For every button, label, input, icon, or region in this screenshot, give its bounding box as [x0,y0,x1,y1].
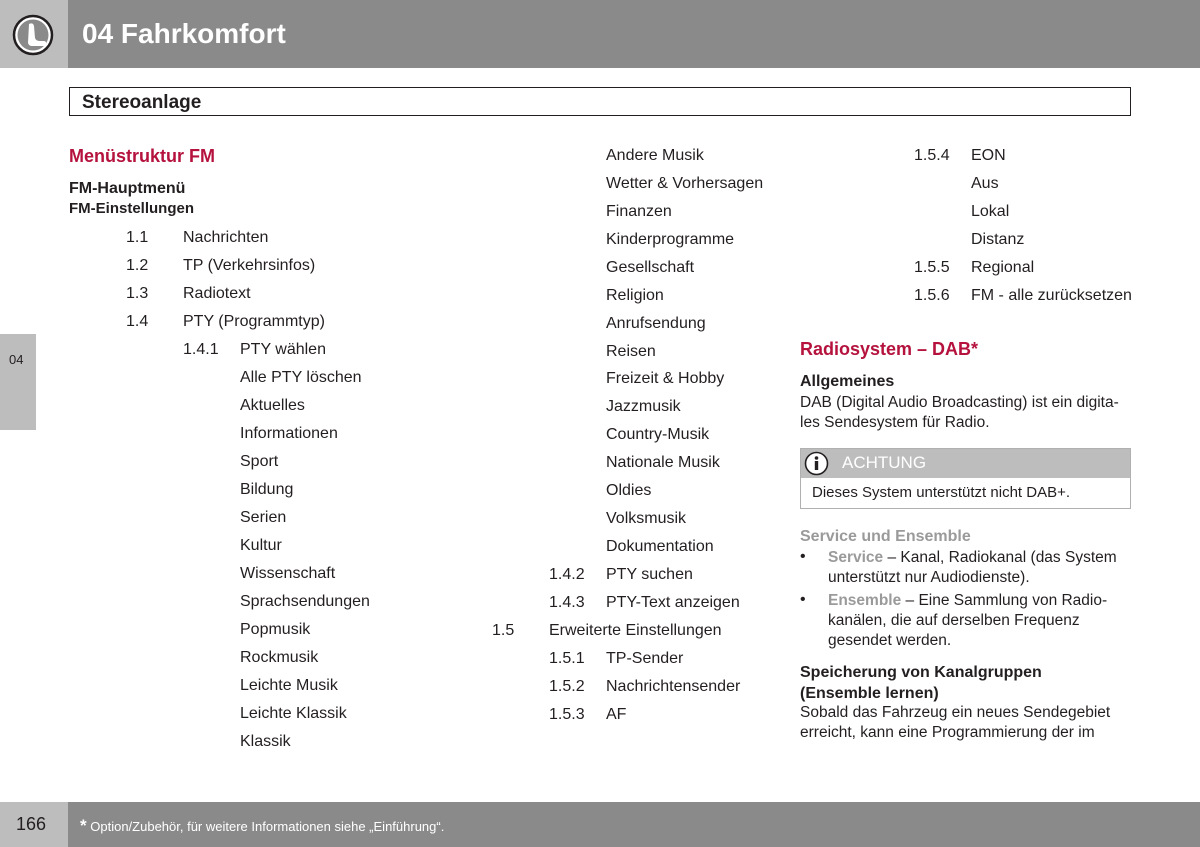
general-heading: Allgemeines [800,373,895,390]
pty-item: Wetter & Vorhersagen [606,175,764,192]
page-number: 166 [16,814,47,834]
pty-item: Andere Musik [606,147,704,164]
heading-line: (Ensemble lernen) [800,685,939,702]
pty-item: Alle PTY löschen [240,369,362,386]
text-line: kanälen, die auf derselben Frequenz [828,612,1080,629]
footnote-star: * [80,816,87,835]
pty-item: Informationen [240,425,338,442]
fm-menu-heading: Menüstruktur FM [69,146,215,166]
menu-label: Nachrichtensender [606,678,741,695]
chapter-title: 04 Fahrkomfort [82,18,286,49]
menu-number: 1.5.2 [549,678,585,695]
menu-number: 1.5.3 [549,706,585,723]
text-line: Sobald das Fahrzeug ein neues Sendegebiet [800,704,1111,721]
ensemble-bullet [828,591,1107,651]
pty-item: Reisen [606,343,656,360]
menu-number: 1.2 [126,257,149,274]
pty-item: Bildung [240,481,294,498]
pty-item: Oldies [606,482,652,499]
text-line: gesendet werden. [828,632,952,649]
menu-label: Erweiterte Einstellungen [549,622,722,639]
text-line: DAB (Digital Audio Broadcasting) ist ein digita- [800,394,1119,411]
ensemble-term: Ensemble [828,592,902,609]
eon-option: Aus [971,175,999,192]
pty-item: Dokumentation [606,538,714,555]
text-line: – Eine Sammlung von Radio- [905,592,1108,609]
pty-item: Religion [606,287,664,304]
info-icon [804,451,829,476]
warning-text: Dieses System unterstützt nicht DAB+. [812,484,1071,501]
warning-label: ACHTUNG [842,453,927,472]
fm-settings-heading: FM-Einstellungen [69,200,194,217]
pty-item: Kinderprogramme [606,231,735,248]
pty-item: Finanzen [606,203,672,220]
pty-item: Freizeit & Hobby [606,370,725,387]
menu-number: 1.4 [126,313,149,330]
menu-label: AF [606,706,627,723]
menu-number: 1.5 [492,622,515,639]
text-line: les Sendesystem für Radio. [800,414,990,431]
seat-icon [12,14,54,56]
warning-box [800,448,1131,509]
pty-item: Gesellschaft [606,259,695,276]
text-line: erreicht, kann eine Programmierung der im [800,724,1095,741]
pty-item: Popmusik [240,621,311,638]
menu-number: 1.5.4 [914,147,950,164]
menu-label: PTY suchen [606,566,693,583]
pty-item: Wissenschaft [240,565,336,582]
pty-item: Kultur [240,537,282,554]
menu-number: 1.4.2 [549,566,585,583]
pty-item: Sport [240,453,279,470]
menu-label: EON [971,147,1006,164]
bullet-icon: • [800,548,806,565]
menu-number: 1.3 [126,285,149,302]
pty-item: Volksmusik [606,510,687,527]
eon-option: Lokal [971,203,1010,220]
pty-item: Anrufsendung [606,315,706,332]
service-ensemble-heading: Service und Ensemble [800,528,971,545]
menu-label: TP (Verkehrsinfos) [183,257,316,274]
warning-header [801,449,1130,478]
menu-label: PTY-Text anzeigen [606,594,740,611]
chapter-tab-label: 04 [9,352,24,367]
fm-main-menu-heading: FM-Hauptmenü [69,180,186,197]
pty-item: Rockmusik [240,649,319,666]
bullet-icon: • [800,591,806,608]
menu-number: 1.4.1 [183,341,219,358]
footnote [80,816,444,836]
pty-item: Leichte Musik [240,677,338,694]
text-line: unterstützt nur Audiodienste). [828,569,1030,586]
section-title-box [69,87,1131,116]
menu-number: 1.1 [126,229,149,246]
footnote-text: Option/Zubehör, für weitere Informationen siehe „Einführung“. [90,819,445,834]
heading-line: Speicherung von Kanalgruppen [800,664,1042,681]
eon-option: Distanz [971,231,1025,248]
general-text [800,393,1119,433]
menu-number: 1.4.3 [549,594,585,611]
menu-number: 1.5.1 [549,650,585,667]
menu-label: Regional [971,259,1035,276]
menu-number: 1.5.6 [914,287,950,304]
menu-label: PTY (Programmtyp) [183,313,325,330]
pty-item: Aktuelles [240,397,305,414]
dab-heading: Radiosystem – DAB* [800,339,979,359]
chapter-tab [0,334,36,430]
pty-item: Serien [240,509,287,526]
menu-number: 1.5.5 [914,259,950,276]
service-bullet [828,548,1117,588]
pty-item: Klassik [240,733,291,750]
pty-item: Jazzmusik [606,398,681,415]
menu-label: Nachrichten [183,229,269,246]
service-term: Service [828,549,884,566]
pty-item: Country-Musik [606,426,710,443]
save-ensemble-text [800,703,1110,743]
text-line: – Kanal, Radiokanal (das System [887,549,1117,566]
section-title: Stereoanlage [82,92,202,113]
menu-label: PTY wählen [240,341,326,358]
pty-item: Leichte Klassik [240,705,347,722]
menu-label: FM - alle zurücksetzen [971,287,1132,304]
save-ensemble-heading [800,662,1042,704]
menu-label: TP-Sender [606,650,684,667]
pty-item: Sprachsendungen [240,593,370,610]
pty-item: Nationale Musik [606,454,720,471]
menu-label: Radiotext [183,285,251,302]
